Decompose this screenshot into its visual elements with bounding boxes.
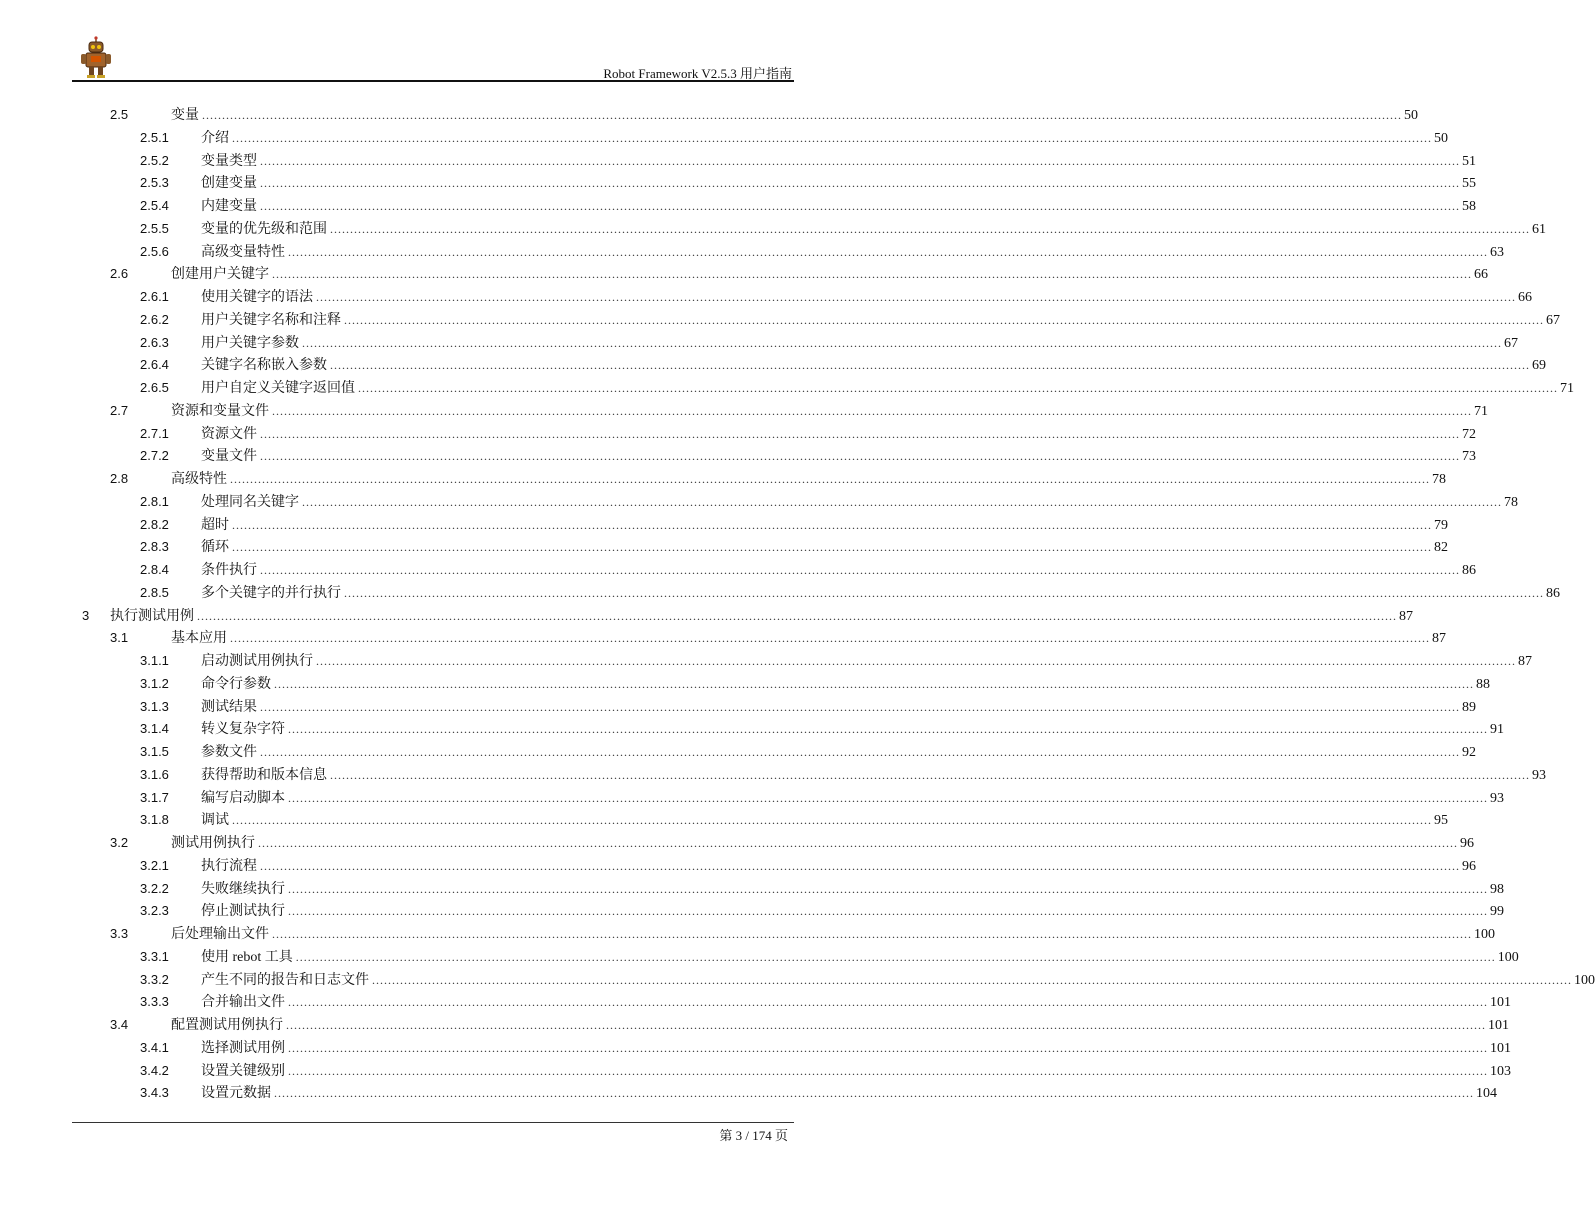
toc-entry-title: 执行测试用例 [110,608,194,624]
toc-entry-number: 2.8 [110,471,129,486]
toc-entry-number: 3.1.6 [140,766,169,782]
toc-entry-number: 2.6.2 [140,311,169,327]
toc-entry-title: 合并输出文件 [201,995,285,1011]
toc-entry-line [201,286,1532,310]
toc-dot-leader: ............................................................................................................................................................................................................................................................................................................ [260,745,1460,759]
toc-entry-title: 介绍 [201,130,229,146]
toc-dot-leader: ............................................................................................................................................................................................................................................................................................................ [286,1018,1486,1032]
toc-entry-number: 2.8.4 [140,562,169,577]
toc-entry-line [201,809,1448,833]
toc-entry-number: 2.6.5 [140,380,169,395]
toc-entry-title: 创建变量 [201,176,257,192]
toc-entry-number: 2.5.6 [140,243,169,259]
toc-entry-title: 变量类型 [201,153,257,169]
toc-entry-page: 101 [1490,1040,1511,1056]
toc-entry-page: 95 [1434,813,1448,829]
toc-entry-line [201,377,1574,401]
toc-entry-line [201,764,1546,788]
toc-entry-line [201,514,1448,538]
toc-entry-page: 98 [1490,881,1504,897]
toc-entry[interactable] [0,559,1476,582]
toc-dot-leader: ............................................................................................................................................................................................................................................................................................................ [358,381,1558,395]
toc-entry-title: 编写启动脚本 [201,790,285,806]
toc-entry-number: 3.1 [110,630,129,646]
toc-entry-title: 转义复杂字符 [201,722,285,738]
toc-entry-line [201,559,1476,583]
toc-entry-number: 2.5.2 [140,152,169,168]
toc-entry-number: 3.1.3 [140,698,169,714]
toc-entry-number: 3.4.3 [140,1085,169,1101]
toc-entry-number: 2.8.5 [140,584,169,600]
toc-entry[interactable] [0,195,1476,218]
toc-entry-page: 100 [1474,927,1495,942]
toc-entry[interactable] [0,1082,1497,1105]
toc-entry-page: 86 [1462,563,1476,578]
toc-entry[interactable] [0,809,1448,832]
toc-dot-leader: ............................................................................................................................................................................................................................................................................................................ [272,267,1472,282]
toc-dot-leader: ............................................................................................................................................................................................................................................................................................................ [330,358,1530,373]
toc-entry-number: 3.1.4 [140,721,169,737]
toc-entry[interactable] [0,718,1504,741]
toc-entry[interactable] [0,354,1546,377]
toc-entry-title: 创建用户关键字 [171,267,269,283]
toc-entry-title: 高级特性 [171,472,227,487]
toc-entry-title: 配置测试用例执行 [171,1018,283,1033]
toc-dot-leader: ............................................................................................................................................................................................................................................................................................................ [344,585,1544,600]
toc-entry[interactable] [0,900,1504,923]
toc-entry-page: 58 [1462,199,1476,214]
toc-entry-page: 61 [1532,221,1546,237]
toc-dot-leader: ............................................................................................................................................................................................................................................................................................................ [274,1086,1474,1101]
toc-entry[interactable] [0,309,1560,332]
toc-entry-line [201,718,1504,742]
toc-dot-leader: ............................................................................................................................................................................................................................................................................................................ [258,836,1458,850]
toc-entry-title: 命令行参数 [201,676,271,692]
toc-entry-number: 3.3.1 [140,948,169,964]
toc-entry-title: 测试用例执行 [171,836,255,851]
toc-entry-page: 93 [1532,767,1546,783]
toc-entry-page: 78 [1504,494,1518,510]
toc-dot-leader: ............................................................................................................................................................................................................................................................................................................ [260,449,1460,464]
toc-entry-title: 处理同名关键字 [201,494,299,510]
toc-entry-title: 条件执行 [201,563,257,578]
toc-entry-line [201,241,1504,265]
toc-entry-line [171,923,1495,947]
toc-entry[interactable] [0,400,1488,423]
toc-entry-line [201,787,1504,811]
toc-dot-leader: ............................................................................................................................................................................................................................................................................................................ [372,972,1572,987]
toc-dot-leader: ............................................................................................................................................................................................................................................................................................................ [295,949,1496,964]
toc-dot-leader: ............................................................................................................................................................................................................................................................................................................ [288,244,1488,259]
document-title: Robot Framework V2.5.3 用户指南 [603,66,792,81]
toc-dot-leader: ............................................................................................................................................................................................................................................................................................................ [232,517,1432,532]
toc-entry-number: 2.7.1 [140,425,169,441]
toc-entry-line [201,150,1476,174]
toc-entry-line [201,423,1476,447]
toc-entry[interactable] [0,514,1448,537]
toc-entry-number: 2.5.4 [140,198,169,213]
toc-entry-line [201,1060,1511,1084]
toc-entry-number: 2.7 [110,402,129,418]
toc-entry-page: 87 [1518,654,1532,669]
toc-dot-leader: ............................................................................................................................................................................................................................................................................................................ [288,904,1488,919]
toc-entry[interactable] [0,263,1488,286]
toc-entry-line [201,354,1546,378]
toc-entry-page: 92 [1462,745,1476,760]
toc-entry-page: 66 [1474,267,1488,283]
toc-entry[interactable] [0,696,1476,719]
toc-entry-page: 96 [1460,836,1474,851]
toc-dot-leader: ............................................................................................................................................................................................................................................................................................................ [330,221,1530,236]
toc-dot-leader: ............................................................................................................................................................................................................................................................................................................ [260,199,1460,213]
toc-dot-leader: ............................................................................................................................................................................................................................................................................................................ [330,767,1530,782]
toc-entry-page: 82 [1434,540,1448,556]
page-header [72,30,792,82]
toc-entry-page: 101 [1490,995,1511,1011]
toc-entry-line [171,468,1446,492]
toc-entry[interactable] [0,150,1476,173]
toc-entry[interactable] [0,923,1495,946]
toc-entry[interactable] [0,741,1476,764]
toc-dot-leader: ............................................................................................................................................................................................................................................................................................................ [260,426,1460,441]
toc-entry-page: 104 [1476,1086,1497,1102]
toc-entry-page: 72 [1462,426,1476,442]
toc-dot-leader: ............................................................................................................................................................................................................................................................................................................ [302,335,1502,350]
toc-entry-page: 88 [1476,676,1490,692]
toc-entry-page: 67 [1504,335,1518,351]
table-of-contents [0,104,1595,1105]
toc-entry-title: 选择测试用例 [201,1040,285,1056]
toc-entry-page: 69 [1532,358,1546,374]
toc-entry-number: 2.5.1 [140,129,169,145]
toc-entry-line [171,1014,1509,1038]
toc-entry-title: 用户关键字参数 [201,335,299,351]
toc-entry[interactable] [0,423,1476,446]
toc-entry[interactable] [0,468,1446,491]
toc-entry-title: 超时 [201,517,229,533]
toc-entry[interactable] [0,241,1504,264]
toc-entry-page: 78 [1432,472,1446,487]
toc-entry-title: 用户自定义关键字返回值 [201,381,355,396]
toc-entry-line [201,969,1595,993]
toc-entry-page: 96 [1462,858,1476,874]
toc-entry-line [201,218,1546,242]
toc-dot-leader: ............................................................................................................................................................................................................................................................................................................ [288,1063,1488,1078]
toc-entry[interactable] [0,445,1476,468]
toc-entry-page: 93 [1490,790,1504,806]
toc-entry-number: 3.1.2 [140,675,169,691]
toc-entry-line [201,445,1476,469]
toc-entry[interactable] [0,605,1413,628]
toc-entry-page: 67 [1546,312,1560,328]
toc-dot-leader: ............................................................................................................................................................................................................................................................................................................ [272,403,1472,418]
toc-entry-line [201,650,1532,674]
toc-entry-line [201,991,1511,1015]
toc-dot-leader: ............................................................................................................................................................................................................................................................................................................ [260,153,1460,168]
toc-entry[interactable] [0,377,1574,400]
toc-entry-title: 变量文件 [201,449,257,465]
toc-entry-title: 内建变量 [201,199,257,214]
toc-entry[interactable] [0,650,1532,673]
toc-dot-leader: ............................................................................................................................................................................................................................................................................................................ [288,1040,1488,1055]
toc-entry[interactable] [0,627,1446,650]
toc-entry-title: 启动测试用例执行 [201,654,313,669]
toc-entry-page: 50 [1434,130,1448,146]
toc-dot-leader: ............................................................................................................................................................................................................................................................................................................ [316,290,1516,304]
toc-dot-leader: ............................................................................................................................................................................................................................................................................................................ [344,312,1544,327]
toc-entry[interactable] [0,582,1560,605]
toc-entry[interactable] [0,172,1476,195]
robot-logo-icon [78,36,114,80]
toc-entry[interactable] [0,878,1504,901]
toc-entry-title: 变量的优先级和范围 [201,221,327,237]
toc-entry-title: 变量 [171,108,199,123]
toc-entry-title: 设置元数据 [201,1086,271,1102]
toc-entry[interactable] [0,104,1418,127]
toc-entry-number: 2.8.1 [140,493,169,509]
toc-entry-title: 多个关键字的并行执行 [201,585,341,601]
toc-entry-page: 103 [1490,1063,1511,1079]
toc-entry-line [171,263,1488,287]
toc-entry-number: 2.6.1 [140,289,169,304]
toc-entry-page: 100 [1574,972,1595,988]
toc-entry-number: 3.4.2 [140,1062,169,1078]
toc-entry-number: 2.5.5 [140,220,169,236]
footer-divider [72,1122,794,1123]
toc-entry-page: 100 [1497,949,1519,965]
toc-entry-number: 3.2.3 [140,903,169,919]
toc-entry-line [110,605,1413,629]
toc-entry-line [201,309,1560,333]
toc-dot-leader: ............................................................................................................................................................................................................................................................................................................ [232,130,1432,145]
toc-entry-title: 基本应用 [171,631,227,647]
toc-dot-leader: ............................................................................................................................................................................................................................................................................................................ [288,995,1488,1010]
toc-entry-page: 50 [1404,108,1418,123]
page-number: 第 3 / 174 页 [719,1128,788,1143]
toc-entry[interactable] [0,491,1518,514]
toc-dot-leader: ............................................................................................................................................................................................................................................................................................................ [202,108,1402,122]
toc-entry-page: 99 [1490,904,1504,920]
toc-dot-leader: ............................................................................................................................................................................................................................................................................................................ [197,608,1397,623]
toc-entry-number: 2.5 [110,107,129,122]
toc-entry[interactable] [0,855,1476,878]
toc-entry-number: 3.4.1 [140,1039,169,1055]
toc-entry-number: 3.1.1 [140,653,169,668]
toc-entry[interactable] [0,536,1448,559]
toc-entry-line [201,582,1560,606]
toc-entry-line [201,900,1504,924]
toc-entry-page: 71 [1560,381,1574,396]
toc-entry-number: 3.3.2 [140,971,169,987]
toc-entry-line [201,332,1518,356]
toc-dot-leader: ............................................................................................................................................................................................................................................................................................................ [230,472,1430,486]
toc-entry-number: 3 [82,607,90,623]
toc-entry-title: 获得帮助和版本信息 [201,767,327,783]
toc-entry-page: 87 [1399,608,1413,624]
toc-entry[interactable] [0,787,1504,810]
toc-entry[interactable] [0,332,1518,355]
toc-entry-line [201,491,1518,515]
toc-entry[interactable] [0,127,1448,150]
toc-entry-line [201,673,1490,697]
toc-entry-title: 使用关键字的语法 [201,290,313,305]
toc-entry-title: 使用 rebot 工具 [201,949,293,965]
toc-entry-title: 设置关键级别 [201,1063,285,1079]
toc-entry-line [201,195,1476,219]
toc-entry-title: 失败继续执行 [201,881,285,897]
toc-entry-title: 测试结果 [201,699,257,715]
toc-entry[interactable] [0,673,1490,696]
toc-entry-page: 63 [1490,244,1504,260]
toc-entry-number: 2.6.4 [140,357,169,373]
toc-entry-page: 55 [1462,176,1476,192]
toc-entry-line [201,946,1519,970]
toc-entry-line [171,832,1474,856]
toc-entry[interactable] [0,969,1595,992]
toc-entry-number: 3.2.1 [140,857,169,873]
toc-entry-line [201,172,1476,196]
toc-entry-title: 调试 [201,813,229,829]
toc-entry-title: 执行流程 [201,858,257,874]
toc-entry-page: 86 [1546,585,1560,601]
toc-entry-number: 3.3.3 [140,994,169,1010]
header-divider [72,80,794,82]
toc-entry-page: 101 [1488,1018,1509,1033]
toc-entry-number: 3.3 [110,926,129,941]
toc-entry-number: 3.4 [110,1017,129,1032]
toc-dot-leader: ............................................................................................................................................................................................................................................................................................................ [316,654,1516,668]
toc-entry-line [171,627,1446,651]
toc-entry[interactable] [0,1037,1511,1060]
toc-entry-number: 2.5.3 [140,175,169,191]
toc-entry-title: 高级变量特性 [201,244,285,260]
toc-entry-line [201,1082,1497,1106]
toc-entry-line [201,855,1476,879]
toc-entry-number: 2.8.3 [140,539,169,555]
toc-entry-line [201,878,1504,902]
toc-entry-line [201,1037,1511,1061]
toc-entry-page: 89 [1462,699,1476,715]
toc-entry-page: 73 [1462,449,1476,465]
toc-entry-number: 2.8.2 [140,516,169,532]
toc-entry-title: 停止测试执行 [201,904,285,920]
toc-entry-line [171,104,1418,128]
toc-entry-title: 用户关键字名称和注释 [201,312,341,328]
toc-entry[interactable] [0,1014,1509,1037]
toc-dot-leader: ............................................................................................................................................................................................................................................................................................................ [232,540,1432,555]
toc-entry-number: 3.1.7 [140,789,169,805]
toc-entry-line [201,536,1448,560]
toc-entry-line [201,127,1448,151]
toc-dot-leader: ............................................................................................................................................................................................................................................................................................................ [302,494,1502,509]
toc-entry-title: 参数文件 [201,745,257,760]
toc-entry-page: 51 [1462,153,1476,169]
toc-entry-title: 资源和变量文件 [171,403,269,419]
toc-entry-page: 71 [1474,403,1488,419]
toc-entry-title: 产生不同的报告和日志文件 [201,972,369,988]
toc-entry-number: 3.2 [110,835,129,850]
toc-entry-line [201,741,1476,765]
toc-entry-number: 3.2.2 [140,880,169,896]
toc-entry-number: 2.6.3 [140,334,169,350]
toc-entry-title: 资源文件 [201,426,257,442]
toc-entry-line [201,696,1476,720]
toc-dot-leader: ............................................................................................................................................................................................................................................................................................................ [260,563,1460,577]
toc-entry[interactable] [0,1060,1511,1083]
toc-entry-title: 关键字名称嵌入参数 [201,358,327,374]
toc-dot-leader: ............................................................................................................................................................................................................................................................................................................ [288,881,1488,896]
toc-entry[interactable] [0,991,1511,1014]
toc-entry-title: 循环 [201,540,229,556]
toc-entry[interactable] [0,832,1474,855]
toc-dot-leader: ............................................................................................................................................................................................................................................................................................................ [260,858,1460,873]
toc-dot-leader: ............................................................................................................................................................................................................................................................................................................ [274,676,1474,691]
toc-dot-leader: ............................................................................................................................................................................................................................................................................................................ [288,790,1488,805]
toc-entry-number: 2.6 [110,266,129,282]
toc-entry-page: 66 [1518,290,1532,305]
toc-entry-page: 91 [1490,722,1504,738]
toc-dot-leader: ............................................................................................................................................................................................................................................................................................................ [260,699,1460,714]
toc-dot-leader: ............................................................................................................................................................................................................................................................................................................ [232,813,1432,828]
toc-dot-leader: ............................................................................................................................................................................................................................................................................................................ [288,722,1488,737]
toc-dot-leader: ............................................................................................................................................................................................................................................................................................................ [230,631,1430,646]
toc-entry-number: 3.1.8 [140,812,169,828]
toc-entry-title: 后处理输出文件 [171,927,269,942]
toc-entry[interactable] [0,764,1546,787]
toc-entry-page: 79 [1434,517,1448,533]
toc-entry-line [171,400,1488,424]
toc-entry-number: 3.1.5 [140,744,169,759]
toc-entry-number: 2.7.2 [140,448,169,464]
toc-dot-leader: ............................................................................................................................................................................................................................................................................................................ [272,927,1472,941]
toc-entry[interactable] [0,218,1546,241]
toc-entry[interactable] [0,286,1532,309]
toc-entry[interactable] [0,946,1519,969]
toc-entry-page: 87 [1432,631,1446,647]
toc-dot-leader: ............................................................................................................................................................................................................................................................................................................ [260,176,1460,191]
